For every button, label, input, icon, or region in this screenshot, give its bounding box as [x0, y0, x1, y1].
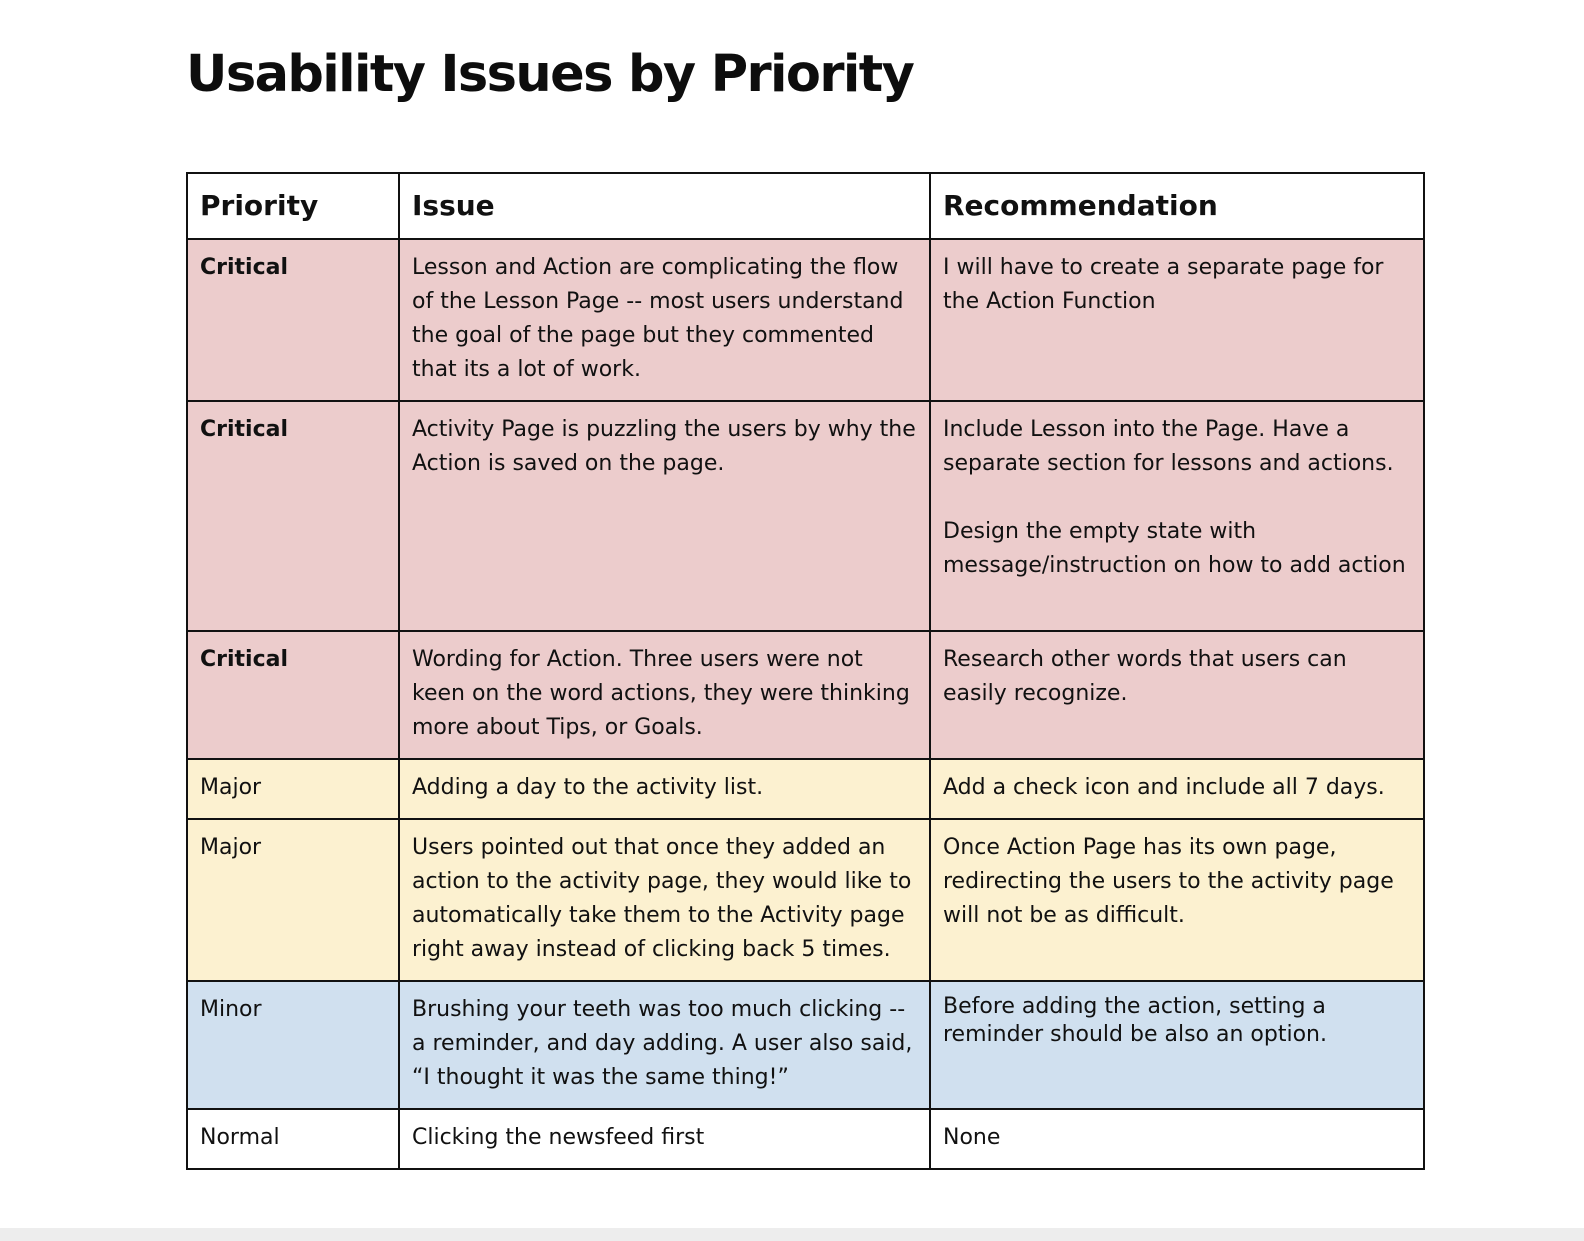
priority-cell: Minor: [187, 981, 399, 1109]
recommendation-cell: Before adding the action, setting a reminder should be also an option.: [930, 981, 1424, 1109]
header-priority: Priority: [187, 173, 399, 239]
issue-cell: Wording for Action. Three users were not keen on the word actions, they were thinking more about Tips, or Goals.: [399, 631, 930, 759]
table-row: [187, 1109, 1424, 1169]
recommendation-cell: I will have to create a separate page for the Action Function: [930, 239, 1424, 401]
header-issue: Issue: [399, 173, 930, 239]
table-row: [187, 401, 1424, 631]
issue-cell: Brushing your teeth was too much clicking -- a reminder, and day adding. A user also said, “I thought it was the same thing!”: [399, 981, 930, 1109]
page-bottom-edge: [0, 1228, 1584, 1241]
recommendation-cell: None: [930, 1109, 1424, 1169]
priority-cell: Critical: [187, 631, 399, 759]
recommendation-cell: Research other words that users can easily recognize.: [930, 631, 1424, 759]
table-row: [187, 631, 1424, 759]
issue-cell: Adding a day to the activity list.: [399, 759, 930, 819]
issue-cell: Users pointed out that once they added an action to the activity page, they would like to automatically take them to the Activity page right away instead of clicking back 5 times.: [399, 819, 930, 981]
table-row: [187, 239, 1424, 401]
table-row: [187, 981, 1424, 1109]
priority-cell: Normal: [187, 1109, 399, 1169]
priority-cell: Critical: [187, 401, 399, 631]
issue-cell: Lesson and Action are complicating the flow of the Lesson Page -- most users understand the goal of the page but they commented that its a lot of work.: [399, 239, 930, 401]
table-row: [187, 819, 1424, 981]
table-header-row: [187, 173, 1424, 239]
recommendation-cell: Add a check icon and include all 7 days.: [930, 759, 1424, 819]
table-row: [187, 759, 1424, 819]
issue-cell: Clicking the newsfeed first: [399, 1109, 930, 1169]
priority-cell: Critical: [187, 239, 399, 401]
issue-cell: Activity Page is puzzling the users by why the Action is saved on the page.: [399, 401, 930, 631]
usability-issues-table: [186, 172, 1425, 1170]
recommendation-cell: Include Lesson into the Page. Have a separate section for lessons and actions. Design the empty state with message/instruction on how to add action: [930, 401, 1424, 631]
priority-cell: Major: [187, 759, 399, 819]
priority-cell: Major: [187, 819, 399, 981]
header-recommendation: Recommendation: [930, 173, 1424, 239]
page-title: Usability Issues by Priority: [186, 45, 914, 104]
recommendation-cell: Once Action Page has its own page, redirecting the users to the activity page will not be as difficult.: [930, 819, 1424, 981]
